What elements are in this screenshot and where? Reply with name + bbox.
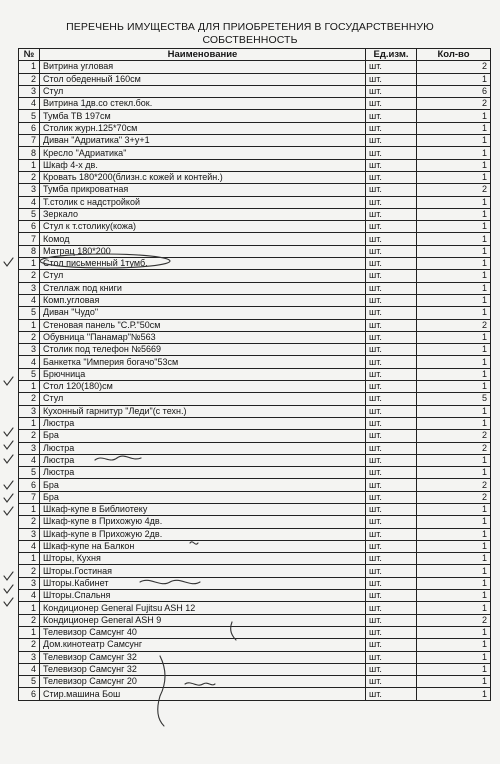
unit-of-measure: шт. <box>366 565 417 577</box>
row-number: 5 <box>19 467 40 479</box>
row-number: 7 <box>19 491 40 503</box>
table-row <box>19 110 491 122</box>
row-number: 4 <box>19 540 40 552</box>
item-name: Комп.угловая <box>40 294 366 306</box>
unit-of-measure: шт. <box>366 61 417 73</box>
quantity: 1 <box>417 73 491 85</box>
header-number: № <box>19 49 40 61</box>
unit-of-measure: шт. <box>366 282 417 294</box>
table-row <box>19 417 491 429</box>
table-row <box>19 639 491 651</box>
table-row <box>19 651 491 663</box>
quantity: 2 <box>417 430 491 442</box>
quantity: 1 <box>417 454 491 466</box>
unit-of-measure: шт. <box>366 356 417 368</box>
row-number: 2 <box>19 565 40 577</box>
unit-of-measure: шт. <box>366 479 417 491</box>
unit-of-measure: шт. <box>366 270 417 282</box>
check-mark <box>4 455 13 463</box>
quantity: 1 <box>417 344 491 356</box>
row-number: 3 <box>19 184 40 196</box>
unit-of-measure: шт. <box>366 344 417 356</box>
row-number: 7 <box>19 233 40 245</box>
item-name: Т.столик с надстройкой <box>40 196 366 208</box>
row-number: 1 <box>19 503 40 515</box>
row-number: 4 <box>19 454 40 466</box>
quantity: 2 <box>417 319 491 331</box>
row-number: 6 <box>19 688 40 700</box>
unit-of-measure: шт. <box>366 590 417 602</box>
unit-of-measure: шт. <box>366 159 417 171</box>
unit-of-measure: шт. <box>366 430 417 442</box>
item-name: Стол обеденный 160см <box>40 73 366 85</box>
header-unit: Ед.изм. <box>366 49 417 61</box>
table-row <box>19 98 491 110</box>
unit-of-measure: шт. <box>366 307 417 319</box>
unit-of-measure: шт. <box>366 171 417 183</box>
table-row <box>19 135 491 147</box>
unit-of-measure: шт. <box>366 233 417 245</box>
quantity: 1 <box>417 528 491 540</box>
item-name: Телевизор Самсунг 20 <box>40 676 366 688</box>
item-name: Шторы, Кухня <box>40 553 366 565</box>
table-row <box>19 61 491 73</box>
row-number: 2 <box>19 614 40 626</box>
row-number: 4 <box>19 98 40 110</box>
quantity: 1 <box>417 676 491 688</box>
quantity: 1 <box>417 639 491 651</box>
item-name: Стул <box>40 393 366 405</box>
item-name: Шкаф-купе в Прихожую 2дв. <box>40 528 366 540</box>
table-row <box>19 528 491 540</box>
row-number: 2 <box>19 393 40 405</box>
item-name: Люстра <box>40 417 366 429</box>
item-name: Шкаф-купе на Балкон <box>40 540 366 552</box>
check-mark <box>4 258 13 266</box>
check-mark <box>4 507 13 515</box>
quantity: 1 <box>417 417 491 429</box>
quantity: 1 <box>417 294 491 306</box>
table-row <box>19 491 491 503</box>
row-number: 6 <box>19 122 40 134</box>
row-number: 1 <box>19 626 40 638</box>
quantity: 1 <box>417 553 491 565</box>
quantity: 1 <box>417 590 491 602</box>
row-number: 4 <box>19 663 40 675</box>
check-mark <box>4 428 13 436</box>
table-row <box>19 184 491 196</box>
quantity: 1 <box>417 245 491 257</box>
unit-of-measure: шт. <box>366 147 417 159</box>
table-row <box>19 688 491 700</box>
table-row <box>19 614 491 626</box>
table-row <box>19 565 491 577</box>
quantity: 1 <box>417 405 491 417</box>
unit-of-measure: шт. <box>366 602 417 614</box>
row-number: 4 <box>19 356 40 368</box>
page-title <box>60 21 440 47</box>
item-name: Стеллаж под книги <box>40 282 366 294</box>
table-row <box>19 122 491 134</box>
item-name: Шторы.Кабинет <box>40 577 366 589</box>
row-number: 3 <box>19 344 40 356</box>
unit-of-measure: шт. <box>366 553 417 565</box>
item-name: Матрац 180*200 <box>40 245 366 257</box>
unit-of-measure: шт. <box>366 208 417 220</box>
item-name: Тумба ТВ 197см <box>40 110 366 122</box>
item-name: Телевизор Самсунг 32 <box>40 663 366 675</box>
row-number: 2 <box>19 270 40 282</box>
unit-of-measure: шт. <box>366 85 417 97</box>
item-name: Зеркало <box>40 208 366 220</box>
item-name: Кондиционер General ASH 9 <box>40 614 366 626</box>
item-name: Шторы.Спальня <box>40 590 366 602</box>
item-name: Брючница <box>40 368 366 380</box>
item-name: Телевизор Самсунг 32 <box>40 651 366 663</box>
row-number: 2 <box>19 639 40 651</box>
item-name: Стеновая панель "С.Р."50см <box>40 319 366 331</box>
quantity: 1 <box>417 565 491 577</box>
quantity: 1 <box>417 196 491 208</box>
quantity: 1 <box>417 110 491 122</box>
table-row <box>19 73 491 85</box>
unit-of-measure: шт. <box>366 516 417 528</box>
quantity: 2 <box>417 491 491 503</box>
unit-of-measure: шт. <box>366 98 417 110</box>
quantity: 1 <box>417 122 491 134</box>
unit-of-measure: шт. <box>366 135 417 147</box>
quantity: 1 <box>417 577 491 589</box>
unit-of-measure: шт. <box>366 221 417 233</box>
table-row <box>19 467 491 479</box>
item-name: Люстра <box>40 467 366 479</box>
item-name: Тумба прикроватная <box>40 184 366 196</box>
unit-of-measure: шт. <box>366 368 417 380</box>
row-number: 5 <box>19 676 40 688</box>
unit-of-measure: шт. <box>366 245 417 257</box>
unit-of-measure: шт. <box>366 381 417 393</box>
table-row <box>19 319 491 331</box>
quantity: 1 <box>417 135 491 147</box>
row-number: 1 <box>19 258 40 270</box>
row-number: 3 <box>19 528 40 540</box>
item-name: Обувница "Панамар"№563 <box>40 331 366 343</box>
header-quantity: Кол-во <box>417 49 491 61</box>
quantity: 1 <box>417 688 491 700</box>
table-row <box>19 294 491 306</box>
table-row <box>19 368 491 380</box>
row-number: 7 <box>19 135 40 147</box>
unit-of-measure: шт. <box>366 73 417 85</box>
item-name: Комод <box>40 233 366 245</box>
item-name: Диван "Адриатика" 3+у+1 <box>40 135 366 147</box>
item-name: Стул <box>40 270 366 282</box>
table-row <box>19 626 491 638</box>
unit-of-measure: шт. <box>366 196 417 208</box>
item-name: Бра <box>40 491 366 503</box>
inventory-table <box>18 48 491 701</box>
row-number: 6 <box>19 479 40 491</box>
row-number: 2 <box>19 171 40 183</box>
unit-of-measure: шт. <box>366 577 417 589</box>
unit-of-measure: шт. <box>366 184 417 196</box>
title-line-1: ПЕРЕЧЕНЬ ИМУЩЕСТВА ДЛЯ ПРИОБРЕТЕНИЯ В ГОСУДАРСТВЕННУЮ <box>66 21 434 33</box>
item-name: Шкаф-купе в Библиотеку <box>40 503 366 515</box>
check-mark <box>4 441 13 449</box>
table-row <box>19 540 491 552</box>
unit-of-measure: шт. <box>366 294 417 306</box>
unit-of-measure: шт. <box>366 676 417 688</box>
table-row <box>19 553 491 565</box>
table-row <box>19 503 491 515</box>
table-row <box>19 356 491 368</box>
row-number: 4 <box>19 294 40 306</box>
row-number: 1 <box>19 602 40 614</box>
item-name: Люстра <box>40 454 366 466</box>
row-number: 5 <box>19 307 40 319</box>
row-number: 1 <box>19 61 40 73</box>
unit-of-measure: шт. <box>366 122 417 134</box>
quantity: 1 <box>417 467 491 479</box>
table-row <box>19 171 491 183</box>
quantity: 2 <box>417 61 491 73</box>
table-row <box>19 233 491 245</box>
unit-of-measure: шт. <box>366 393 417 405</box>
quantity: 2 <box>417 614 491 626</box>
item-name: Кресло "Адриатика" <box>40 147 366 159</box>
row-number: 1 <box>19 319 40 331</box>
quantity: 1 <box>417 159 491 171</box>
unit-of-measure: шт. <box>366 528 417 540</box>
unit-of-measure: шт. <box>366 663 417 675</box>
quantity: 1 <box>417 307 491 319</box>
row-number: 3 <box>19 405 40 417</box>
quantity: 1 <box>417 221 491 233</box>
check-mark <box>4 494 13 502</box>
table-row <box>19 454 491 466</box>
table-row <box>19 282 491 294</box>
row-number: 5 <box>19 110 40 122</box>
unit-of-measure: шт. <box>366 639 417 651</box>
row-number: 3 <box>19 282 40 294</box>
quantity: 1 <box>417 270 491 282</box>
table-header-row <box>19 49 491 61</box>
unit-of-measure: шт. <box>366 540 417 552</box>
row-number: 3 <box>19 85 40 97</box>
unit-of-measure: шт. <box>366 503 417 515</box>
check-mark <box>4 585 13 593</box>
table-row <box>19 344 491 356</box>
check-mark <box>4 377 13 385</box>
row-number: 1 <box>19 159 40 171</box>
quantity: 1 <box>417 233 491 245</box>
quantity: 2 <box>417 479 491 491</box>
table-row <box>19 676 491 688</box>
table-row <box>19 430 491 442</box>
item-name: Диван "Чудо" <box>40 307 366 319</box>
row-number: 8 <box>19 147 40 159</box>
table-row <box>19 479 491 491</box>
table-row <box>19 516 491 528</box>
row-number: 8 <box>19 245 40 257</box>
quantity: 1 <box>417 331 491 343</box>
item-name: Стол 120(180)см <box>40 381 366 393</box>
table-row <box>19 577 491 589</box>
table-row <box>19 159 491 171</box>
check-mark <box>4 598 13 606</box>
row-number: 3 <box>19 651 40 663</box>
unit-of-measure: шт. <box>366 651 417 663</box>
item-name: Бра <box>40 479 366 491</box>
table-row <box>19 393 491 405</box>
item-name: Люстра <box>40 442 366 454</box>
row-number: 2 <box>19 331 40 343</box>
unit-of-measure: шт. <box>366 319 417 331</box>
table-row <box>19 663 491 675</box>
item-name: Витрина 1дв.со стекл.бок. <box>40 98 366 110</box>
unit-of-measure: шт. <box>366 331 417 343</box>
row-number: 1 <box>19 417 40 429</box>
quantity: 1 <box>417 626 491 638</box>
item-name: Телевизор Самсунг 40 <box>40 626 366 638</box>
item-name: Витрина угловая <box>40 61 366 73</box>
table-row <box>19 381 491 393</box>
unit-of-measure: шт. <box>366 688 417 700</box>
unit-of-measure: шт. <box>366 110 417 122</box>
table-row <box>19 602 491 614</box>
row-number: 5 <box>19 368 40 380</box>
item-name: Шкаф 4-х дв. <box>40 159 366 171</box>
table-row <box>19 270 491 282</box>
quantity: 1 <box>417 356 491 368</box>
row-number: 1 <box>19 381 40 393</box>
quantity: 2 <box>417 184 491 196</box>
table-row <box>19 258 491 270</box>
item-name: Бра <box>40 430 366 442</box>
check-mark <box>4 572 13 580</box>
unit-of-measure: шт. <box>366 417 417 429</box>
item-name: Стол письменный 1тумб. <box>40 258 366 270</box>
item-name: Столик журн.125*70см <box>40 122 366 134</box>
row-number: 3 <box>19 577 40 589</box>
quantity: 1 <box>417 663 491 675</box>
title-line-2: СОБСТВЕННОСТЬ <box>202 34 298 46</box>
item-name: Дом.кинотеатр Самсунг <box>40 639 366 651</box>
quantity: 1 <box>417 147 491 159</box>
row-number: 3 <box>19 442 40 454</box>
row-number: 6 <box>19 221 40 233</box>
row-number: 5 <box>19 208 40 220</box>
table-row <box>19 221 491 233</box>
table-body <box>19 61 491 700</box>
quantity: 1 <box>417 368 491 380</box>
quantity: 5 <box>417 393 491 405</box>
unit-of-measure: шт. <box>366 626 417 638</box>
item-name: Стул <box>40 85 366 97</box>
quantity: 1 <box>417 282 491 294</box>
table-row <box>19 442 491 454</box>
quantity: 1 <box>417 258 491 270</box>
quantity: 1 <box>417 208 491 220</box>
quantity: 1 <box>417 516 491 528</box>
row-number: 4 <box>19 196 40 208</box>
unit-of-measure: шт. <box>366 614 417 626</box>
row-number: 2 <box>19 516 40 528</box>
header-name: Наименование <box>40 49 366 61</box>
quantity: 1 <box>417 171 491 183</box>
unit-of-measure: шт. <box>366 454 417 466</box>
table-row <box>19 331 491 343</box>
row-number: 2 <box>19 73 40 85</box>
item-name: Стир.машина Бош <box>40 688 366 700</box>
quantity: 1 <box>417 381 491 393</box>
row-number: 1 <box>19 553 40 565</box>
table-row <box>19 147 491 159</box>
item-name: Банкетка "Империя богачо"53см <box>40 356 366 368</box>
table-row <box>19 405 491 417</box>
item-name: Кухонный гарнитур "Леди"(с техн.) <box>40 405 366 417</box>
quantity: 1 <box>417 602 491 614</box>
quantity: 6 <box>417 85 491 97</box>
quantity: 1 <box>417 651 491 663</box>
quantity: 2 <box>417 98 491 110</box>
item-name: Шкаф-купе в Прихожую 4дв. <box>40 516 366 528</box>
table-row <box>19 245 491 257</box>
item-name: Кондиционер General Fujitsu ASH 12 <box>40 602 366 614</box>
row-number: 2 <box>19 430 40 442</box>
quantity: 2 <box>417 442 491 454</box>
table-row <box>19 590 491 602</box>
item-name: Кровать 180*200(близн.с кожей и контейн.) <box>40 171 366 183</box>
table-row <box>19 307 491 319</box>
table-row <box>19 85 491 97</box>
unit-of-measure: шт. <box>366 442 417 454</box>
quantity: 1 <box>417 503 491 515</box>
table-row <box>19 208 491 220</box>
unit-of-measure: шт. <box>366 258 417 270</box>
row-number: 4 <box>19 590 40 602</box>
check-mark <box>4 481 13 489</box>
table-row <box>19 196 491 208</box>
unit-of-measure: шт. <box>366 467 417 479</box>
item-name: Шторы.Гостиная <box>40 565 366 577</box>
unit-of-measure: шт. <box>366 405 417 417</box>
item-name: Столик под телефон №5669 <box>40 344 366 356</box>
quantity: 1 <box>417 540 491 552</box>
unit-of-measure: шт. <box>366 491 417 503</box>
item-name: Стул к т.столику(кожа) <box>40 221 366 233</box>
